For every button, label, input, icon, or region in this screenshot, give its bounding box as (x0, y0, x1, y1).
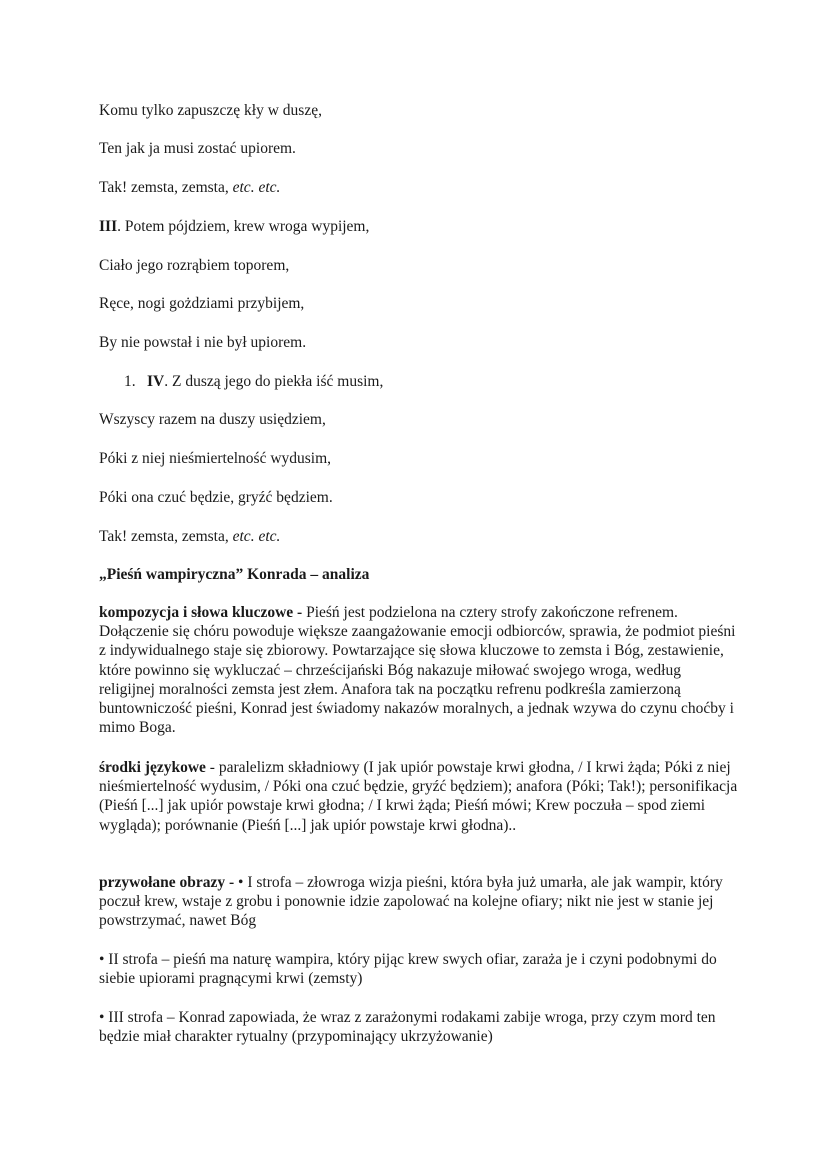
list-marker: 1. (124, 373, 136, 390)
poem-line-text: . Z duszą jego do piekła iść musim, (164, 373, 384, 390)
poem-line: Póki ona czuć będzie, gryźć będziem. (99, 489, 333, 506)
list-item-content (147, 372, 383, 391)
poem-refrain (99, 178, 280, 197)
poem-line: By nie powstał i nie był upiorem. (99, 334, 307, 351)
refrain-text: Tak! zemsta, zemsta, (99, 528, 233, 545)
paragraph-text: - paralelizm składniowy (I jak upiór powstaje krwi głodna, / I krwi żąda; Póki z niej nieśmiertelność wydusim, / Póki ona czuć będzie, gryźć będziem); anafora (Póki; Tak!); personifikacja (Pieśń [...] jak upiór powstaje krwi głodna; / I krwi żąda; Pieśń mówi; Krew poczuła – spod ziemi wygląda); porównanie (Pieśń [...] jak upiór powstaje krwi głodna).. (99, 759, 738, 834)
poem-line: Ciało jego rozrąbiem toporem, (99, 257, 290, 274)
refrain-etc: etc. etc. (232, 528, 281, 545)
paragraph-label: kompozycja i słowa kluczowe - (99, 604, 307, 621)
paragraph-label: przywołane obrazy - (99, 874, 239, 891)
paragraph-composition (99, 603, 739, 737)
poem-line: Komu tylko zapuszczę kły w duszę, (99, 102, 322, 119)
poem-line: Ręce, nogi gożdziami przybijem, (99, 295, 305, 312)
stanza-number: III (99, 218, 118, 235)
paragraph-language-means (99, 758, 739, 835)
refrain-text: Tak! zemsta, zemsta, (99, 179, 233, 196)
refrain-etc: etc. etc. (232, 179, 281, 196)
paragraph-stanza-2: • II strofa – pieśń ma naturę wampira, który pijąc krew swych ofiar, zaraża je i czyni podobnymi do siebie upiorami pragnącymi krwi (zemsty) (99, 951, 717, 988)
paragraph-text: Pieśń jest podzielona na cztery strofy zakończone refrenem. Dołączenie się chóru powoduje większe zaangażowanie emocji odbiorców, sprawia, że podmiot pieśni z indywidualnego staje się zbiorowy. Powtarzające się słowa kluczowe to zemsta i Bóg, zestawienie, które powinno się wykluczać – chrześcijański Bóg nakazuje miłować swojego wroga, według religijnej moralności zemsta jest złem. Anafora tak na początku refrenu podkreśla zamierzoną buntowniczość pieśni, Konrad jest świadomy nakazów moralnych, a jednak wzywa do czynu choćby i mimo Boga. (99, 604, 736, 737)
paragraph-text: • I strofa – złowroga wizja pieśni, która była już umarła, ale jak wampir, który poczuł krew, wstaje z grobu i ponownie idzie zapolować na kolejne ofiary; nikt nie jest w stanie jej powstrzymać, nawet Bóg (99, 874, 723, 930)
paragraph-images (99, 873, 739, 931)
poem-refrain (99, 527, 280, 546)
paragraph-label: środki językowe (99, 759, 206, 776)
stanza-number: IV (147, 373, 165, 390)
poem-line: Wszyscy razem na duszy usiędziem, (99, 411, 326, 428)
poem-stanza-start (99, 217, 369, 236)
poem-line: Póki z niej nieśmiertelność wydusim, (99, 450, 332, 467)
section-heading: „Pieśń wampiryczna” Konrada – analiza (99, 566, 370, 583)
poem-line-text: . Potem pójdziem, krew wroga wypijem, (117, 218, 370, 235)
paragraph-stanza-3: • III strofa – Konrad zapowiada, że wraz z zarażonymi rodakami zabije wroga, przy czym mord ten będzie miał charakter rytualny (przypominający ukrzyżowanie) (99, 1009, 716, 1046)
poem-line: Ten jak ja musi zostać upiorem. (99, 140, 296, 157)
